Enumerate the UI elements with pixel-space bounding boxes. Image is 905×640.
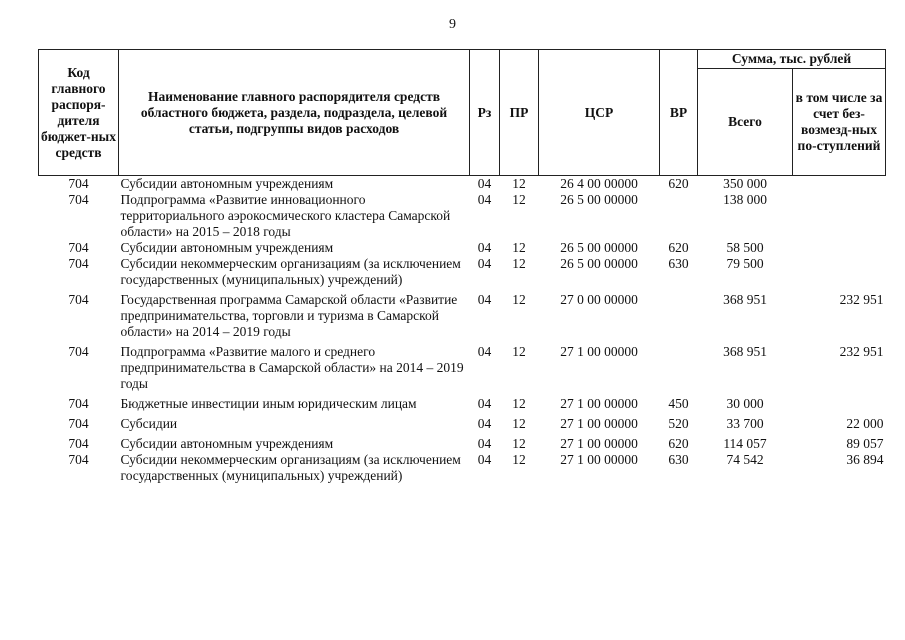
cell-rz: 04 xyxy=(477,452,492,467)
cell-pr: 12 xyxy=(512,436,526,451)
cell-pr: 12 xyxy=(512,344,526,359)
cell-vr xyxy=(660,192,698,240)
cell-csr: 27 1 00 00000 xyxy=(560,452,638,467)
header-total: Всего xyxy=(698,69,793,176)
cell-csr: 26 5 00 00000 xyxy=(560,192,638,207)
cell-rz: 04 xyxy=(477,176,492,191)
cell-csr: 27 1 00 00000 xyxy=(560,396,638,411)
cell-csr: 27 1 00 00000 xyxy=(560,416,638,431)
cell-vr xyxy=(660,344,698,396)
cell-name: Государственная программа Самарской области «Развитие предпринимательства, торговли и туризма в Самарской области» на 2014 – 2019 годы xyxy=(120,292,458,339)
cell-csr: 27 1 00 00000 xyxy=(560,436,638,451)
header-code: Код главного распоря-дителя бюджет-ных средств xyxy=(39,50,119,176)
cell-name: Подпрограмма «Развитие малого и среднего предпринимательства в Самарской области» на 2014 – 2019 годы xyxy=(120,344,464,391)
cell-code: 704 xyxy=(68,240,89,255)
cell-total: 79 500 xyxy=(726,256,764,271)
cell-name: Субсидии автономным учреждениям xyxy=(120,176,334,191)
header-pr: ПР xyxy=(500,50,539,176)
table-row xyxy=(39,396,886,416)
cell-total: 74 542 xyxy=(726,452,764,467)
cell-rz: 04 xyxy=(477,292,492,307)
table-header xyxy=(39,50,886,176)
table-row xyxy=(39,192,886,240)
cell-code: 704 xyxy=(68,192,89,207)
table-row xyxy=(39,436,886,452)
header-csr: ЦСР xyxy=(539,50,660,176)
cell-name: Бюджетные инвестиции иным юридическим лицам xyxy=(120,396,417,411)
cell-vr: 630 xyxy=(668,256,689,271)
cell-vr xyxy=(660,292,698,344)
cell-total: 30 000 xyxy=(726,396,764,411)
cell-csr: 26 5 00 00000 xyxy=(560,240,638,255)
cell-csr: 27 1 00 00000 xyxy=(560,344,638,359)
table-row xyxy=(39,344,886,396)
cell-total: 350 000 xyxy=(723,176,767,191)
cell-code: 704 xyxy=(68,396,89,411)
cell-code: 704 xyxy=(68,256,89,271)
cell-name: Субсидии автономным учреждениям xyxy=(120,240,334,255)
table-body xyxy=(39,176,886,485)
cell-total: 138 000 xyxy=(723,192,767,207)
cell-csr: 27 0 00 00000 xyxy=(560,292,638,307)
cell-free xyxy=(793,256,886,292)
cell-total: 368 951 xyxy=(723,292,767,307)
header-free: в том числе за счет без-возмезд-ных по-ступлений xyxy=(793,69,886,176)
cell-free: 89 057 xyxy=(846,436,884,451)
cell-rz: 04 xyxy=(477,256,492,271)
cell-rz: 04 xyxy=(477,344,492,359)
cell-pr: 12 xyxy=(512,192,526,207)
table-row xyxy=(39,256,886,292)
header-sum: Сумма, тыс. рублей xyxy=(698,50,886,69)
cell-code: 704 xyxy=(68,176,89,191)
cell-pr: 12 xyxy=(512,416,526,431)
cell-total: 58 500 xyxy=(726,240,764,255)
cell-name: Субсидии некоммерческим организациям (за исключением государственных (муниципальных) учреждений) xyxy=(120,452,461,483)
cell-rz: 04 xyxy=(477,436,492,451)
cell-rz: 04 xyxy=(477,416,492,431)
cell-free xyxy=(793,396,886,416)
cell-free: 22 000 xyxy=(846,416,884,431)
cell-free: 232 951 xyxy=(839,344,884,359)
cell-csr: 26 5 00 00000 xyxy=(560,256,638,271)
cell-rz: 04 xyxy=(477,396,492,411)
cell-rz: 04 xyxy=(477,240,492,255)
table-row xyxy=(39,452,886,484)
table-row xyxy=(39,240,886,256)
cell-pr: 12 xyxy=(512,256,526,271)
table-row xyxy=(39,176,886,193)
header-name: Наименование главного распорядителя средств областного бюджета, раздела, подраздела, целевой статьи, подгруппы видов расходов xyxy=(119,50,470,176)
cell-total: 368 951 xyxy=(723,344,767,359)
cell-pr: 12 xyxy=(512,452,526,467)
cell-code: 704 xyxy=(68,436,89,451)
cell-code: 704 xyxy=(68,292,89,307)
cell-vr: 450 xyxy=(668,396,689,411)
cell-code: 704 xyxy=(68,452,89,467)
cell-pr: 12 xyxy=(512,240,526,255)
cell-code: 704 xyxy=(68,416,89,431)
cell-total: 33 700 xyxy=(726,416,764,431)
cell-csr: 26 4 00 00000 xyxy=(560,176,638,191)
cell-vr: 520 xyxy=(668,416,689,431)
cell-free xyxy=(793,192,886,240)
cell-free xyxy=(793,176,886,193)
cell-name: Субсидии xyxy=(120,416,178,431)
cell-free: 232 951 xyxy=(839,292,884,307)
header-vr: ВР xyxy=(660,50,698,176)
cell-vr: 620 xyxy=(668,176,689,191)
cell-name: Подпрограмма «Развитие инновационного территориального аэрокосмического кластера Самарской области» на 2015 – 2018 годы xyxy=(120,192,451,239)
cell-vr: 620 xyxy=(668,240,689,255)
cell-pr: 12 xyxy=(512,176,526,191)
budget-table xyxy=(38,49,886,484)
cell-name: Субсидии некоммерческим организациям (за исключением государственных (муниципальных) учреждений) xyxy=(120,256,461,287)
cell-pr: 12 xyxy=(512,396,526,411)
table-row xyxy=(39,416,886,436)
cell-free: 36 894 xyxy=(846,452,884,467)
cell-vr: 630 xyxy=(668,452,689,467)
table-row xyxy=(39,292,886,344)
cell-rz: 04 xyxy=(477,192,492,207)
cell-free xyxy=(793,240,886,256)
cell-total: 114 057 xyxy=(723,436,767,451)
cell-code: 704 xyxy=(68,344,89,359)
cell-vr: 620 xyxy=(668,436,689,451)
header-rz: Рз xyxy=(470,50,500,176)
cell-name: Субсидии автономным учреждениям xyxy=(120,436,334,451)
cell-pr: 12 xyxy=(512,292,526,307)
page-number: 9 xyxy=(449,17,456,32)
